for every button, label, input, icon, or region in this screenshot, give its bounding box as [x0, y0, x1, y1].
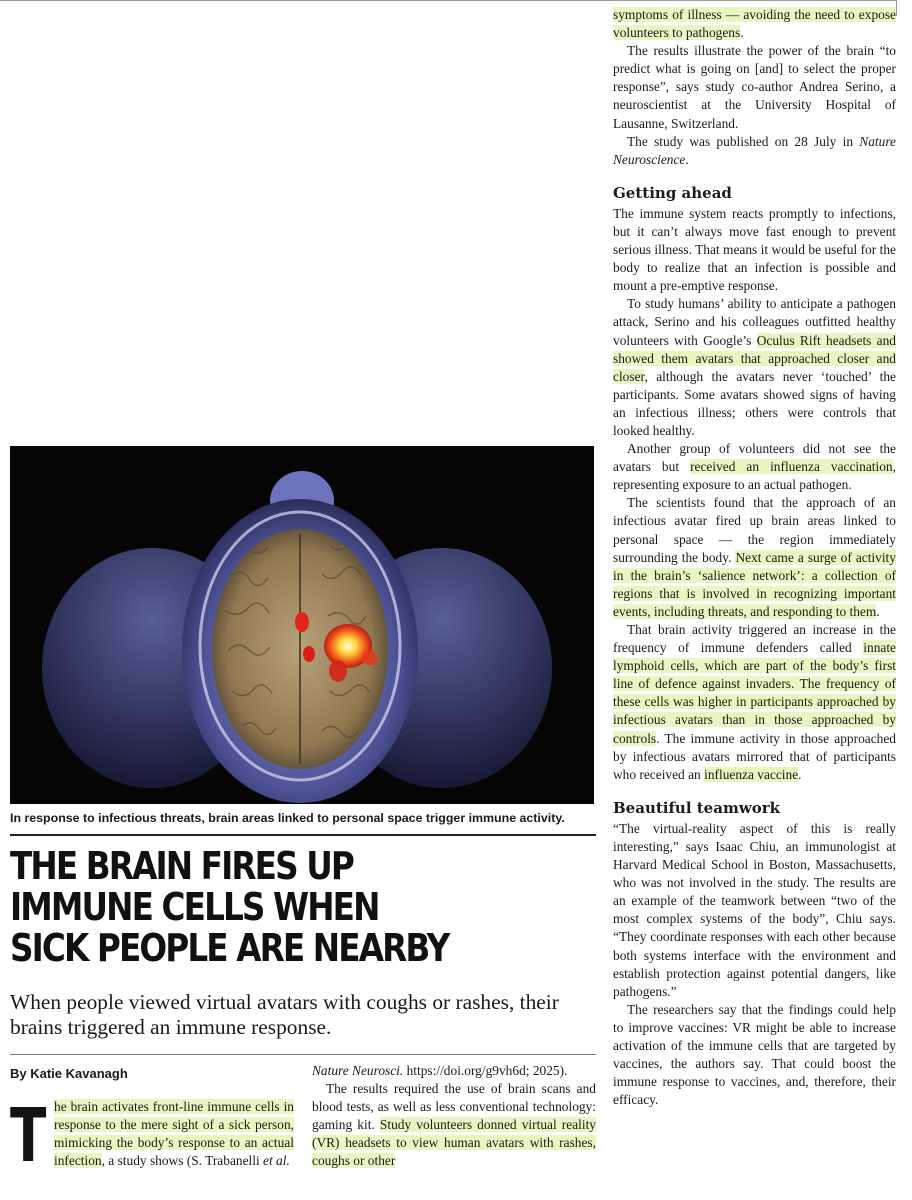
citation: Nature Neurosci. https://doi.org/g9vh6d; 2025). [312, 1063, 568, 1078]
article-headline [10, 846, 517, 969]
brain-illustration [10, 446, 594, 804]
drop-cap: T [10, 1093, 47, 1179]
paragraph: That brain activity triggered an increase in the frequency of immune defenders called innate lymphoid cells, which are part of the body’s first line of defence against invaders. The frequency of these cells was higher in participants approached by infectious avatars than in those approached by controls. The immune activity in those approached by infectious avatars mirrored that of participants who received an influenza vaccine. [613, 622, 896, 782]
headline-line-2: IMMUNE CELLS WHEN [10, 885, 379, 929]
brain-scan-image [10, 446, 594, 804]
highlight: influenza vaccine [704, 766, 799, 782]
highlight: he brain activates front-line immune cells in response to the mere sight of a sick person, mimicking the body’s response to an actual infection [54, 1099, 294, 1169]
page-top-rule [0, 0, 896, 1]
highlight: symptoms of illness — avoiding the need to expose volunteers to pathogens [613, 7, 896, 41]
paragraph: The immune system reacts promptly to infections, but it can’t always move fast enough to prevent serious illness. That means it would be useful for the body to realize that an infection is possible and mount a pre-emptive response. [613, 205, 896, 294]
divider [10, 1054, 596, 1055]
paragraph: The results illustrate the power of the brain “to predict what is going on [and] to select the proper response”, says study co-author Andrea Serino, a neuroscientist at the University Hospital of Lausanne, Switzerland. [613, 43, 896, 131]
right-column [613, 6, 896, 1109]
headline-line-3: SICK PEOPLE ARE NEARBY [10, 926, 449, 970]
paragraph: To study humans’ ability to anticipate a pathogen attack, Serino and his colleagues outfitted healthy volunteers with Google’s Oculus Rift headsets and showed them avatars that approached closer and closer, although the avatars never ‘touched’ the participants. Some avatars showed signs of having an infectious illness; others were controls that looked healthy. [613, 296, 896, 438]
paragraph: The researchers say that the findings could help to improve vaccines: VR might be able to increase activation of the immune cells that are targeted by vaccines, the authors say. That could boost the immune response to vaccines, and, therefore, their efficacy. [613, 1001, 896, 1108]
article-deck: When people viewed virtual avatars with coughs or rashes, their brains triggered an immune response. [10, 990, 559, 1039]
subheading-beautiful-teamwork: Beautiful teamwork [613, 798, 781, 817]
paragraph: The study was published on 28 July in Nature Neuroscience. [613, 133, 896, 167]
divider [10, 834, 596, 836]
page-right-rule [896, 0, 897, 16]
byline: By Katie Kavanagh [10, 1066, 128, 1081]
highlight: received an influenza vaccination [690, 459, 893, 475]
subheading-getting-ahead: Getting ahead [613, 183, 732, 202]
highlight: innate lymphoid cells, which are part of the body’s first line of defence against invaders. The frequency of these cells was higher in participants approached by infectious avatars than in those approached by controls [613, 640, 896, 746]
figure-caption: In response to infectious threats, brain areas linked to personal space trigger immune activity. [10, 811, 565, 825]
paragraph: Another group of volunteers did not see the avatars but received an influenza vaccination, representing exposure to an actual pathogen. [613, 441, 896, 493]
body-column-1: The brain activates front-line immune cells in response to the mere sight of a sick person, mimicking the body’s response to an actual infection, a study shows (S. Trabanelli et al. [10, 1098, 294, 1184]
body-column-2 [312, 1062, 596, 1171]
highlight: Study volunteers donned virtual reality (VR) headsets to view human avatars with rashes, coughs or other [312, 1117, 596, 1169]
paragraph: “The virtual-reality aspect of this is really interesting,” says Isaac Chiu, an immunologist at Harvard Medical School in Boston, Massachusetts, who was not involved in the study. The results are an example of the teamwork between “two of the most complex systems of the body”, Chiu says. “They coordinate responses with each other because both systems interface with the environment and establish protection against potential dangers, like pathogens.” [613, 820, 896, 999]
headline-line-1: THE BRAIN FIRES UP [10, 844, 353, 888]
paragraph: The results required the use of brain scans and blood tests, as well as less conventional technology: gaming kit. Study volunteers donned virtual reality (VR) headsets to view human avatars with rashes, coughs or other [312, 1081, 596, 1169]
journal-name: Nature Neuroscience [613, 133, 896, 167]
highlight: Next came a surge of activity in the brain’s ‘salience network’: a collection of regions that is involved in recognizing important events, including threats, and responding to them [613, 549, 896, 619]
highlight: Oculus Rift headsets and showed them avatars that approached closer and closer [613, 332, 896, 384]
paragraph: The scientists found that the approach of an infectious avatar fired up brain areas linked to personal space — the region immediately surrounding the body. Next came a surge of activity in the brain’s ‘salience network’: a collection of regions that is involved in recognizing important events, including threats, and responding to them. [613, 495, 896, 619]
paragraph: symptoms of illness — avoiding the need to expose volunteers to pathogens. [613, 7, 896, 41]
